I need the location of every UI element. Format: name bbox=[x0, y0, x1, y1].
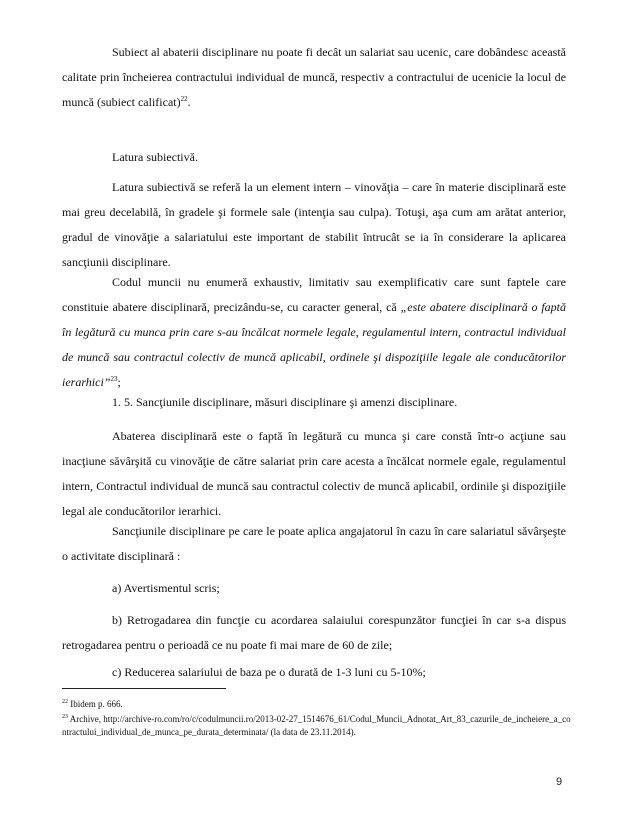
footnote-ref-22[interactable]: 22 bbox=[180, 95, 188, 103]
paragraph-tail: ; bbox=[117, 375, 121, 389]
section-heading-sanctiuni: 1. 5. Sancţiunile disciplinare, măsuri disciplinare şi amenzi disciplinare. bbox=[112, 395, 458, 409]
paragraph-text: Subiect al abaterii disciplinare nu poate fi decât un salariat sau ucenic, care dobândesc această calitate prin încheierea contractului individual de muncă, respectiv a contractului de ucenicie la locul de muncă (subiect calificat) bbox=[62, 45, 566, 109]
list-item-b: b) Retrogadarea din funcţie cu acordarea salaiului corespunzător funcţiei în car s-a dispus retrogadarea pentru o perioadă ce nu poate fi mai mare de 60 de zile; bbox=[62, 613, 566, 652]
footnote-23 bbox=[62, 713, 572, 738]
footnote-number: 23 bbox=[62, 714, 68, 720]
paragraph-sanctiunile: Sancţiunile disciplinare pe care le poate aplica angajatorul în cazu în care salariatul săvârşeşte o activitate disciplinară : bbox=[62, 524, 566, 563]
list-item-c: c) Reducerea salariului de baza pe o durată de 1-3 luni cu 5-10%; bbox=[112, 665, 426, 679]
paragraph-abaterea-disciplinara: Abaterea disciplinară este o faptă în legătură cu munca şi care constă într-o acţiune sau inacţiune săvârşită cu vinovăţie de către salariat prin care acesta a încălcat normele egale, regulamentul intern, Contractul individual de muncă sau contractul colectiv de muncă aplicabil, ordinile şi dispoziţiile legal ale conducătorilor ierarhici. bbox=[62, 429, 566, 518]
paragraph-text: Codul muncii nu enumeră exhaustiv, limitativ sau exemplificativ care sunt faptele care constituie abatere disciplinară, precizându-se, cu caracter general, că bbox=[62, 275, 566, 314]
paragraph-subiect-abatere bbox=[62, 40, 566, 115]
list-item-a: a) Avertismentul scris; bbox=[112, 581, 220, 595]
footnote-22 bbox=[62, 698, 572, 711]
quoted-definition: „este abatere disciplinară o faptă în legătură cu munca prin care s-au încălcat normele legale, regulamentul intern, contractul individual de muncă sau contractul colectiv de muncă aplicabil, ordinele şi dispoziţiile legale ale conducătorilor ierarhici” bbox=[62, 300, 566, 389]
footnote-text[interactable]: Archive, http://archive-ro.com/ro/c/codulmuncii.ro/2013-02-27_1514676_61/Codul_Muncii_Adnotat_Art_83_cazurile_de_incheiere_a_contractului_individual_de_munca_pe_durata_determinata/ (la data de 23.11.2014). bbox=[62, 714, 571, 737]
footnote-separator bbox=[62, 688, 226, 689]
heading-latura-subiectiva: Latura subiectivă. bbox=[112, 150, 198, 164]
paragraph-codul-muncii bbox=[62, 270, 566, 395]
paragraph-tail: . bbox=[187, 95, 191, 109]
footnote-ref-23[interactable]: 23 bbox=[110, 375, 118, 383]
footnote-number: 22 bbox=[62, 699, 68, 705]
paragraph-latura-subiectiva: Latura subiectivă se referă la un element intern – vinovăţia – care în materie disciplinară este mai greu decelabilă, în gradele şi formele sale (intenţia sau culpa). Totuşi, aşa cum am arătat anterior, gradul de vinovăţie a salariatului este important de stabilit întrucât se ia în considerare la aplicarea sancţiunii disciplinare. bbox=[62, 180, 566, 269]
page-number: 9 bbox=[556, 776, 563, 788]
footnote-text: Ibidem p. 666. bbox=[70, 699, 123, 709]
